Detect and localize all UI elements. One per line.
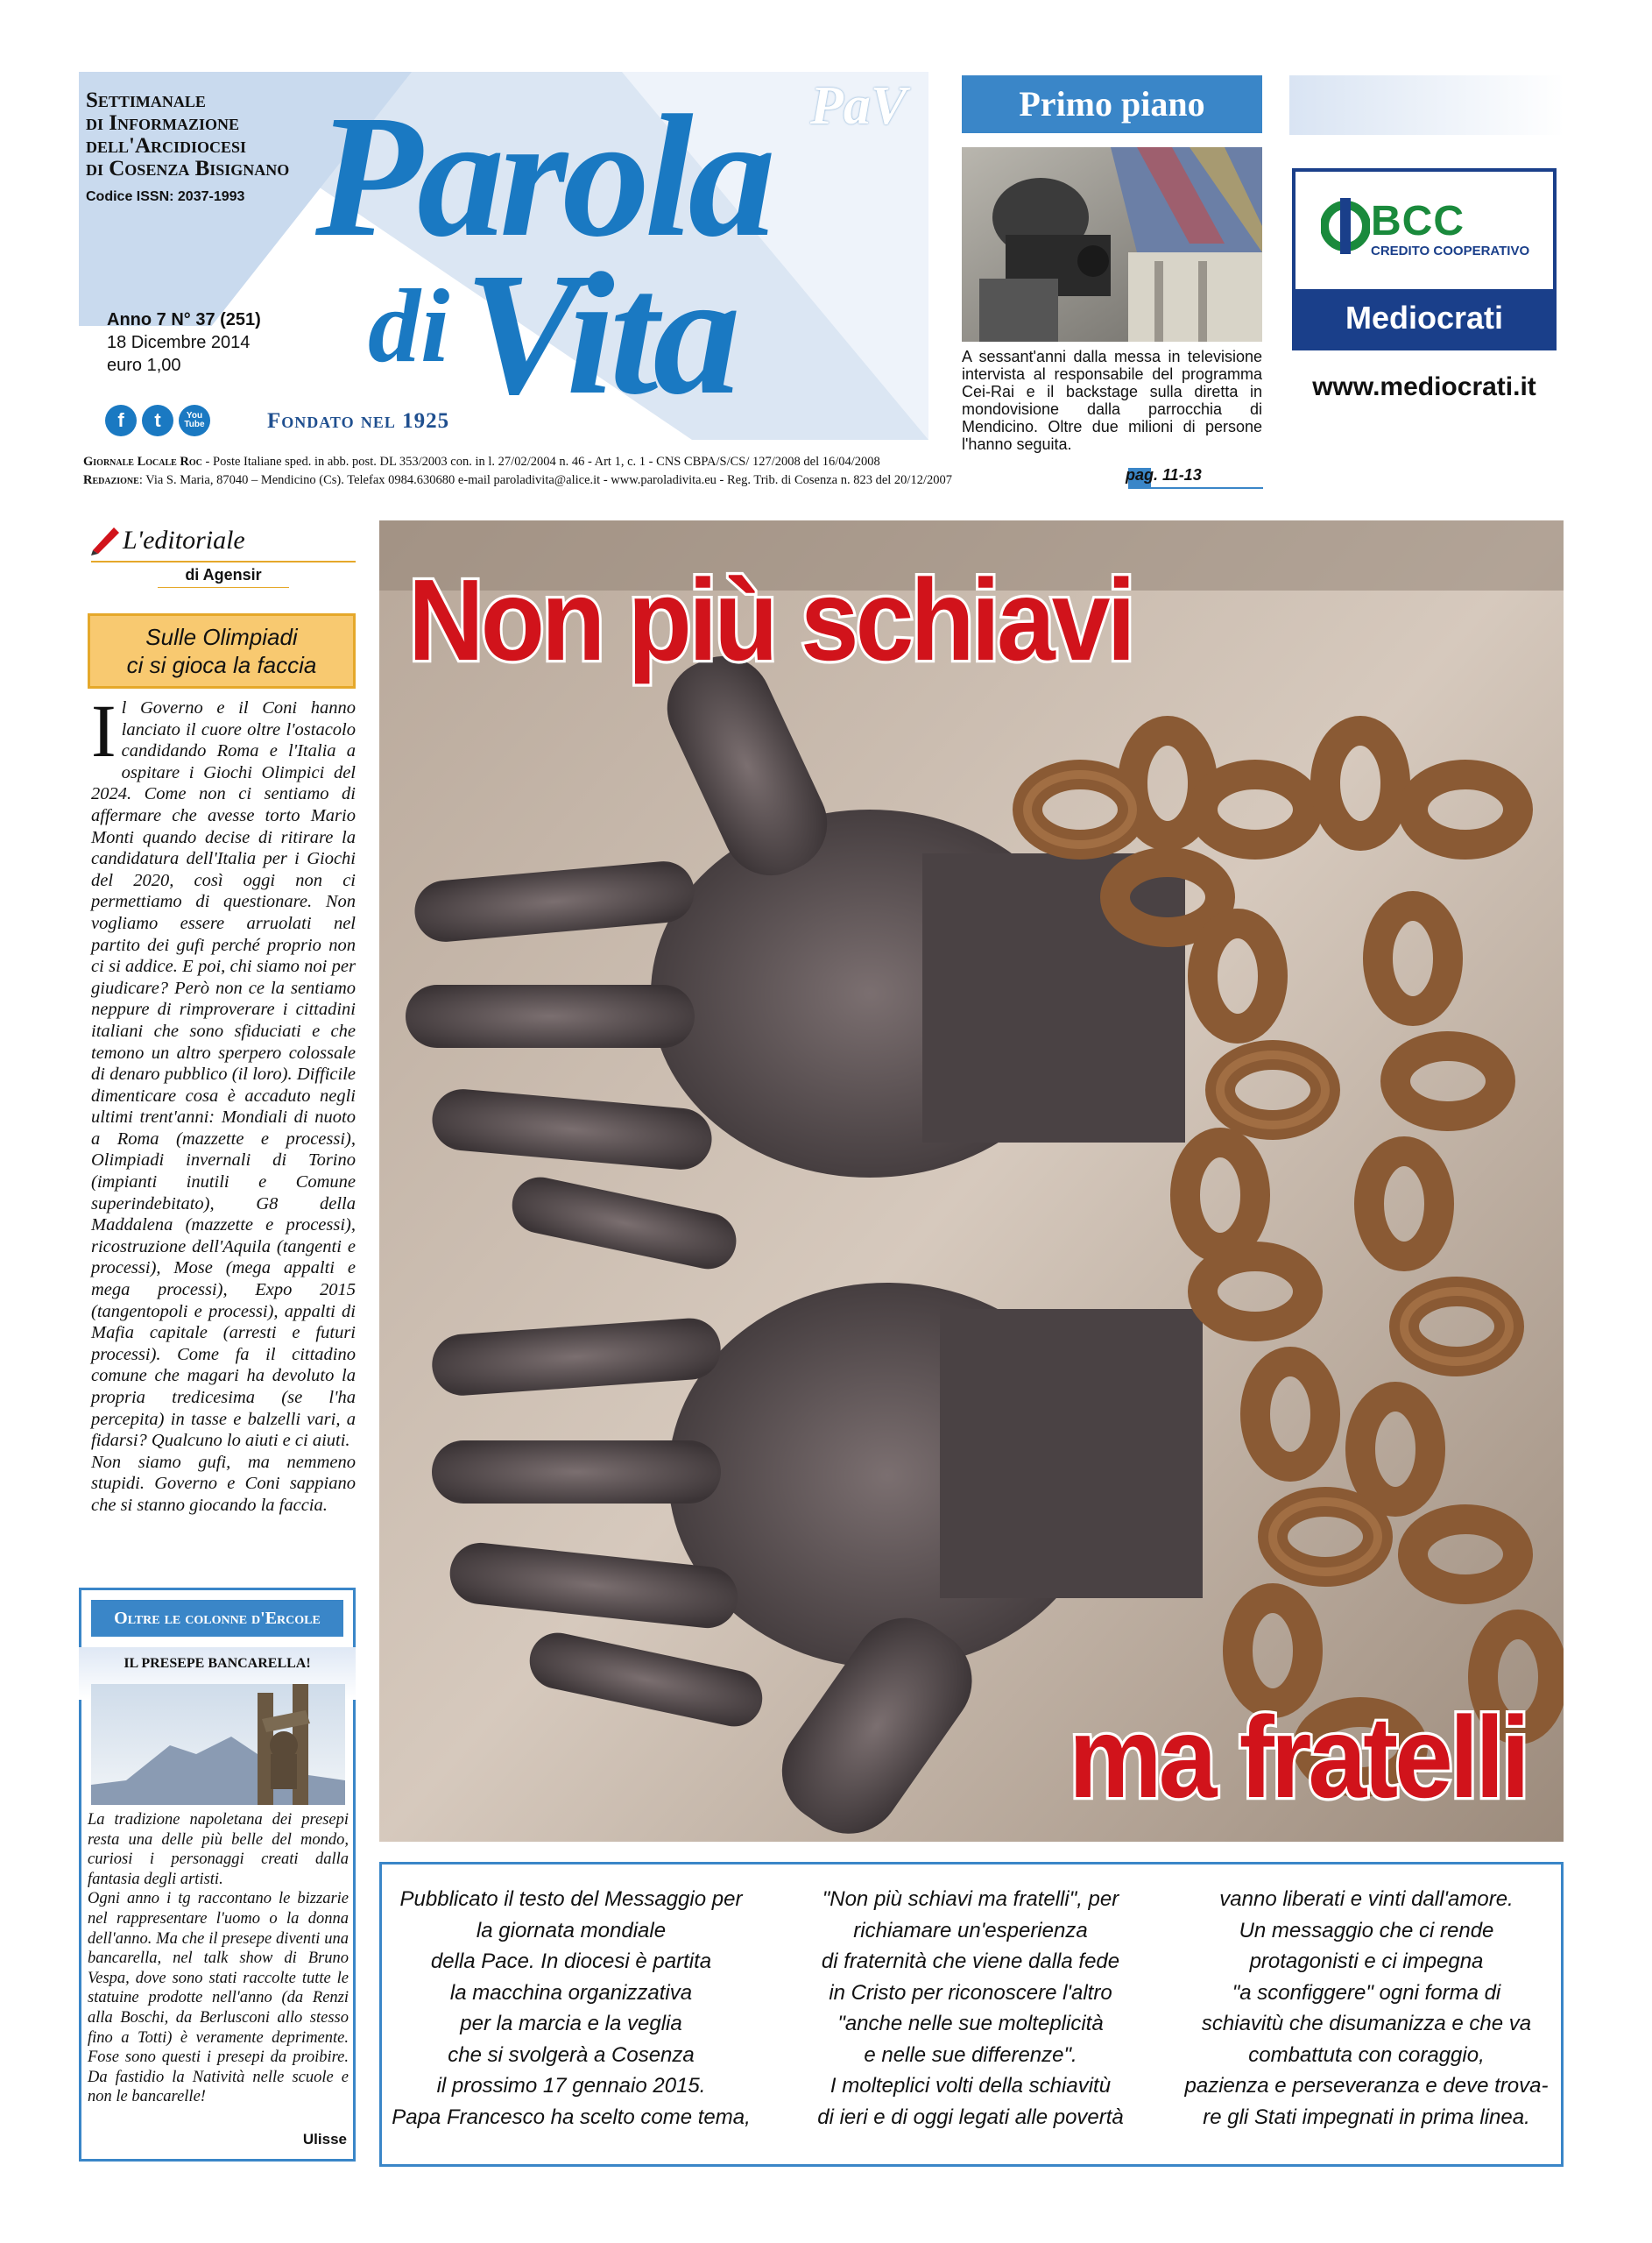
issue-date: 18 Dicembre 2014 [107,333,251,352]
topic-line: Sulle Olimpiadi [145,624,298,650]
editoriale-topic [88,613,356,689]
facebook-icon[interactable]: f [105,405,137,436]
summary-line: per la marcia e la veglia [460,2012,682,2035]
summary-line: in Cristo per riconoscere l'altro [829,1980,1112,2005]
divider [1128,487,1263,489]
oltre-signature: Ulisse [302,2131,347,2147]
editoriale-body [91,689,356,1517]
divider [158,587,289,588]
oltre-paragraph: Ogni anno i tg raccontano le bizzarie nel rappresentare l'uomo o la donna dell'anno. Ma che il presepe diventi una bancarella, nel talk show di Bruno Vespa, dove sono stati raccolte tutte le statuine prodotte nell'anno (da Renzi alla Boschi, da Berlusconi allo stesso fino a Totti) è veramente deprimente. Fose sono questi i presepi da proibire. Da fastidio la Natività nelle scuole e non le bancarelle! [88,1890,349,2106]
primo-piano-caption: A sessant'anni dalla messa in televisione intervista al responsabile del programma Cei-Rai e il backstage sulla diretta in mondovisione dalla parrocchia di Mendicino. Oltre due milioni di persone l'hanno seguita. [962,348,1262,453]
primo-piano-page-ref[interactable]: pag. 11-13 [1126,466,1202,484]
summary-line: il prossimo 17 gennaio 2015. [436,2074,706,2098]
cover-headline-top: Non più schiavi [408,555,1133,685]
oltre-paragraph: La tradizione napoletana dei presepi resta una delle più belle del mondo, curiosi i personaggi creati dalla fantasia degli artisti. [88,1811,349,1888]
oltre-article-title: IL PRESEPE BANCARELLA! [124,1656,311,1671]
subtitle-line: di Cosenza Bisignano [86,157,290,180]
tv-camera-photo-icon [962,147,1262,342]
summary-line: pazienza e perseveranza e deve trova- [1184,2074,1549,2098]
summary-line: "anche nelle sue molteplicità [837,2012,1104,2035]
summary-line: della Pace. In diocesi è partita [430,1949,712,1973]
subtitle-line: Settimanale [86,88,206,112]
legal-text: - Poste Italiane sped. in abb. post. DL 353/2003 con. in l. 27/02/2004 n. 46 - Art 1, c. 1 - CNS CBPA/S/CS/ 127/2008 del 16/04/2008 [201,455,880,469]
summary-line: Papa Francesco ha scelto come tema, [392,2105,751,2129]
legal-label: Redazione [83,473,139,487]
topic-line: ci si gioca la faccia [126,652,317,678]
summary-line: e nelle sue differenze". [864,2042,1077,2067]
legal-text: : Via S. Maria, 87040 – Mendicino (Cs). Telefax 0984.630680 e-mail paroladivita@alice.it - www.paroladivita.eu - Reg. Trib. di Cosenza n. 823 del 20/12/2007 [138,473,952,487]
summary-column-1 [387,1884,755,2133]
ad-url-link[interactable]: www.mediocrati.it [1312,372,1536,401]
pav-logo-mark: PaV [810,76,907,136]
legal-info [83,453,952,490]
issue-info [107,308,261,377]
issn: Codice ISSN: 2037-1993 [86,189,245,204]
summary-line: protagonisti e ci impegna [1249,1949,1484,1973]
summary-line: schiavitù che disumanizza e che va [1201,2012,1532,2035]
summary-column-3 [1183,1884,1550,2133]
subtitle-line: dell'Arcidiocesi [86,134,247,158]
subtitle-line: di Informazione [86,111,239,135]
founded-year: Fondato nel 1925 [267,409,450,433]
pencil-icon [89,524,121,555]
summary-line: Un messaggio che ci rende [1239,1918,1494,1942]
oltre-photo [91,1684,345,1805]
oltre-body [88,1810,349,2107]
issue-number: Anno 7 N° 37 (251) [107,310,261,329]
summary-line: di ieri e di oggi legati alle povertà [817,2105,1124,2129]
ad-top-band [1289,75,1564,135]
editoriale-closing: Non siamo gufi, ma nemmeno stupidi. Governo e Coni sappiano che si stanno giocando la faccia. [91,1452,356,1515]
bank-name: Mediocrati [1295,289,1553,347]
bcc-brand: BCC [1371,198,1465,244]
newspaper-title-parola: Parola [315,80,771,273]
masthead-subtitle [86,89,289,209]
youtube-icon[interactable]: You Tube [179,405,210,436]
social-links [105,405,210,436]
summary-line: re gli Stati impegnati in prima linea. [1203,2105,1530,2129]
editoriale-author: di Agensir [185,566,262,584]
drop-cap: I [91,689,116,773]
summary-line: la macchina organizzativa [449,1980,693,2005]
masthead [79,72,928,440]
summary-line: combattuta con coraggio, [1248,2042,1485,2067]
summary-line: che si svolgerà a Cosenza [448,2042,695,2067]
issue-price: euro 1,00 [107,356,181,375]
newspaper-title-di: di [368,267,450,384]
summary-line: "a sconfiggere" ogni forma di [1232,1980,1501,2005]
bcc-logo-icon [1321,195,1370,258]
summary-line: richiamare un'esperienza [853,1918,1088,1942]
primo-piano-header: Primo piano [962,75,1262,133]
cover-headline-bottom: ma fratelli [1069,1693,1527,1822]
oltre-section-title: Oltre le colonne d'Ercole [91,1600,343,1637]
summary-line: di fraternità che viene dalla fede [821,1949,1120,1973]
editoriale-section-title: L'editoriale [123,526,245,555]
summary-line: I molteplici volti della schiavitù [830,2074,1112,2098]
summary-line: "Non più schiavi ma fratelli", per [822,1887,1119,1911]
summary-column-2 [787,1884,1154,2133]
summary-line: vanno liberati e vinti dall'amore. [1219,1887,1514,1911]
cover-photo [379,520,1564,1842]
divider [91,561,356,563]
summary-line: la giornata mondiale [476,1918,667,1942]
summary-line: Pubblicato il testo del Messaggio per [399,1887,743,1911]
editoriale-text: l Governo e il Coni hanno lanciato il cuore oltre l'ostacolo candidando Roma e l'Italia a ospitare i Giochi Olimpici del 2024. Come non ci sentiamo di affermare che avesse torto Mario Monti quando decise di ritirare la candidatura dell'Italia per i Giochi del 2020, così oggi non ci permettiamo di questionare. Non vogliamo essere arruolati nel partito dei gufi perché proprio non ci si addice. E poi, chi siamo noi per giudicare? Però non ce la sentiamo neppure di rimproverare i cittadini italiani che sono sfiduciati e che temono un altro sperpero colossale di denaro pubblico (il loro). Difficile dimenticare cosa è accaduto negli ultimi trent'anni: Mondiali di nuoto a Roma (mazzette e processi), Olimpiadi invernali di Torino (impianti inutili e Comune superindebitato), G8 della Maddalena (mazzette e processi), ricostruzione dell'Aquila (tangenti e processi), Mose (mega appalti e mega processi), Expo 2015 (tangentopoli e processi), appalti di Mafia capitale (arresti e futuri processi). Come fa il cittadino comune che magari ha devoluto la propria tredicesima (se l'ha percepita) in tasse e balzelli vari, a fidarsi? Qualcuno lo aiuti e ci aiuti. [91,698,356,1451]
chained-hands-photo-icon [379,520,1564,1842]
hercules-statue-photo-icon [91,1684,345,1805]
legal-label: Giornale Locale Roc [83,455,202,469]
twitter-icon[interactable]: t [142,405,173,436]
bcc-brand-sub: CREDITO COOPERATIVO [1371,244,1530,258]
newspaper-title-vita: Vita [464,237,736,431]
primo-piano-photo [962,147,1262,342]
